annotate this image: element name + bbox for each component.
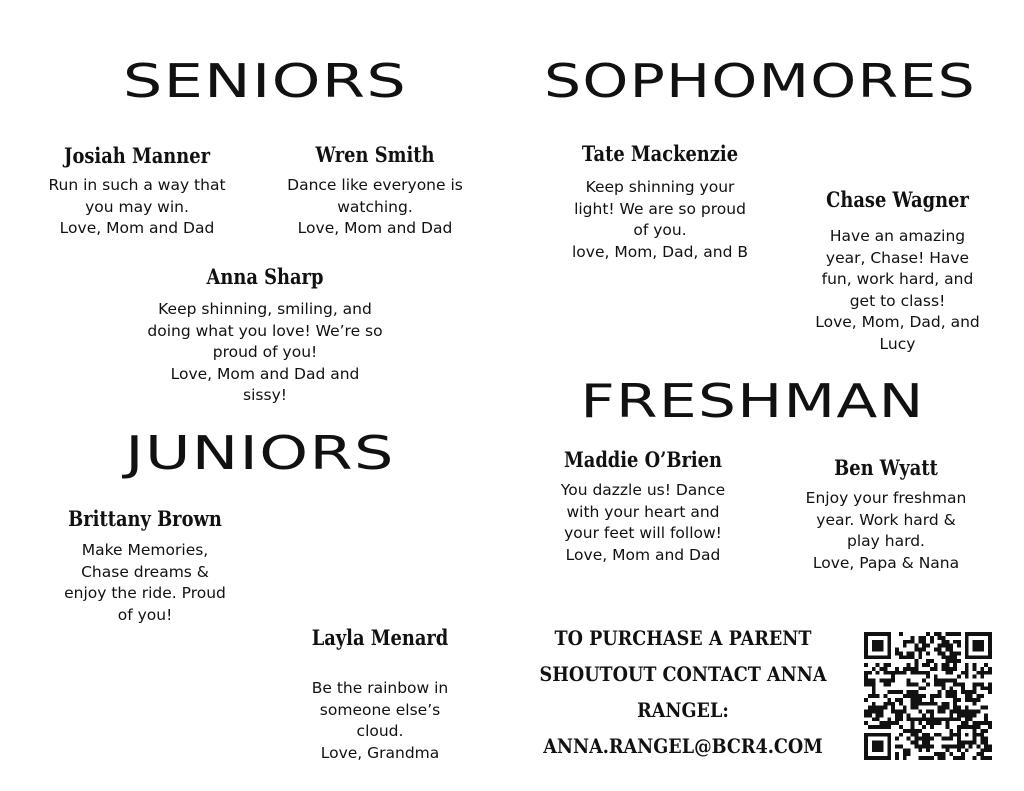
layla-menard-message: Be the rainbow in someone else’s cloud. Love, Grandma (311, 679, 449, 762)
anna-sharp-message: Keep shinning, smiling, and doing what you love! We’re so proud of you! Love, Mom and Dad and sissy! (147, 300, 383, 404)
wren-smith-message: Dance like everyone is watching. Love, Mom and Dad (287, 176, 463, 237)
josiah-manner-message: Run in such a way that you may win. Love, Mom and Dad (48, 176, 226, 237)
purchase-shoutout-info: TO PURCHASE A PARENT SHOUTOUT CONTACT ANNA RANGEL: ANNA.RANGEL@BCR4.COM (539, 626, 827, 758)
freshman-heading: FRESHMAN (580, 374, 925, 428)
sophomores-heading: SOPHOMORES (544, 54, 976, 108)
seniors-heading: SENIORS (122, 54, 408, 108)
maddie-obrien-message: You dazzle us! Dance with your heart and your feet will follow! Love, Mom and Dad (560, 481, 726, 564)
chase-wagner-message: Have an amazing year, Chase! Have fun, work hard, and get to class! Love, Mom, Dad, and Lucy (815, 227, 980, 353)
anna-sharp-name: Anna Sharp (206, 264, 324, 289)
tate-mackenzie-name: Tate Mackenzie (581, 141, 739, 166)
wren-smith-name: Wren Smith (315, 142, 435, 167)
qr-code-icon[interactable] (864, 632, 992, 760)
brittany-brown-name: Brittany Brown (68, 506, 222, 531)
chase-wagner-name: Chase Wagner (826, 187, 969, 212)
josiah-manner-name: Josiah Manner (64, 143, 210, 168)
brittany-brown-message: Make Memories, Chase dreams & enjoy the ride. Proud of you! (64, 541, 226, 624)
ben-wyatt-name: Ben Wyatt (834, 455, 938, 480)
maddie-obrien-name: Maddie O’Brien (563, 447, 723, 472)
juniors-heading: JUNIORS (125, 426, 395, 480)
ben-wyatt-message: Enjoy your freshman year. Work hard & play hard. Love, Papa & Nana (805, 489, 967, 572)
tate-mackenzie-message: Keep shinning your light! We are so proud of you. love, Mom, Dad, and B (571, 178, 748, 261)
layla-menard-name: Layla Menard (311, 625, 449, 650)
